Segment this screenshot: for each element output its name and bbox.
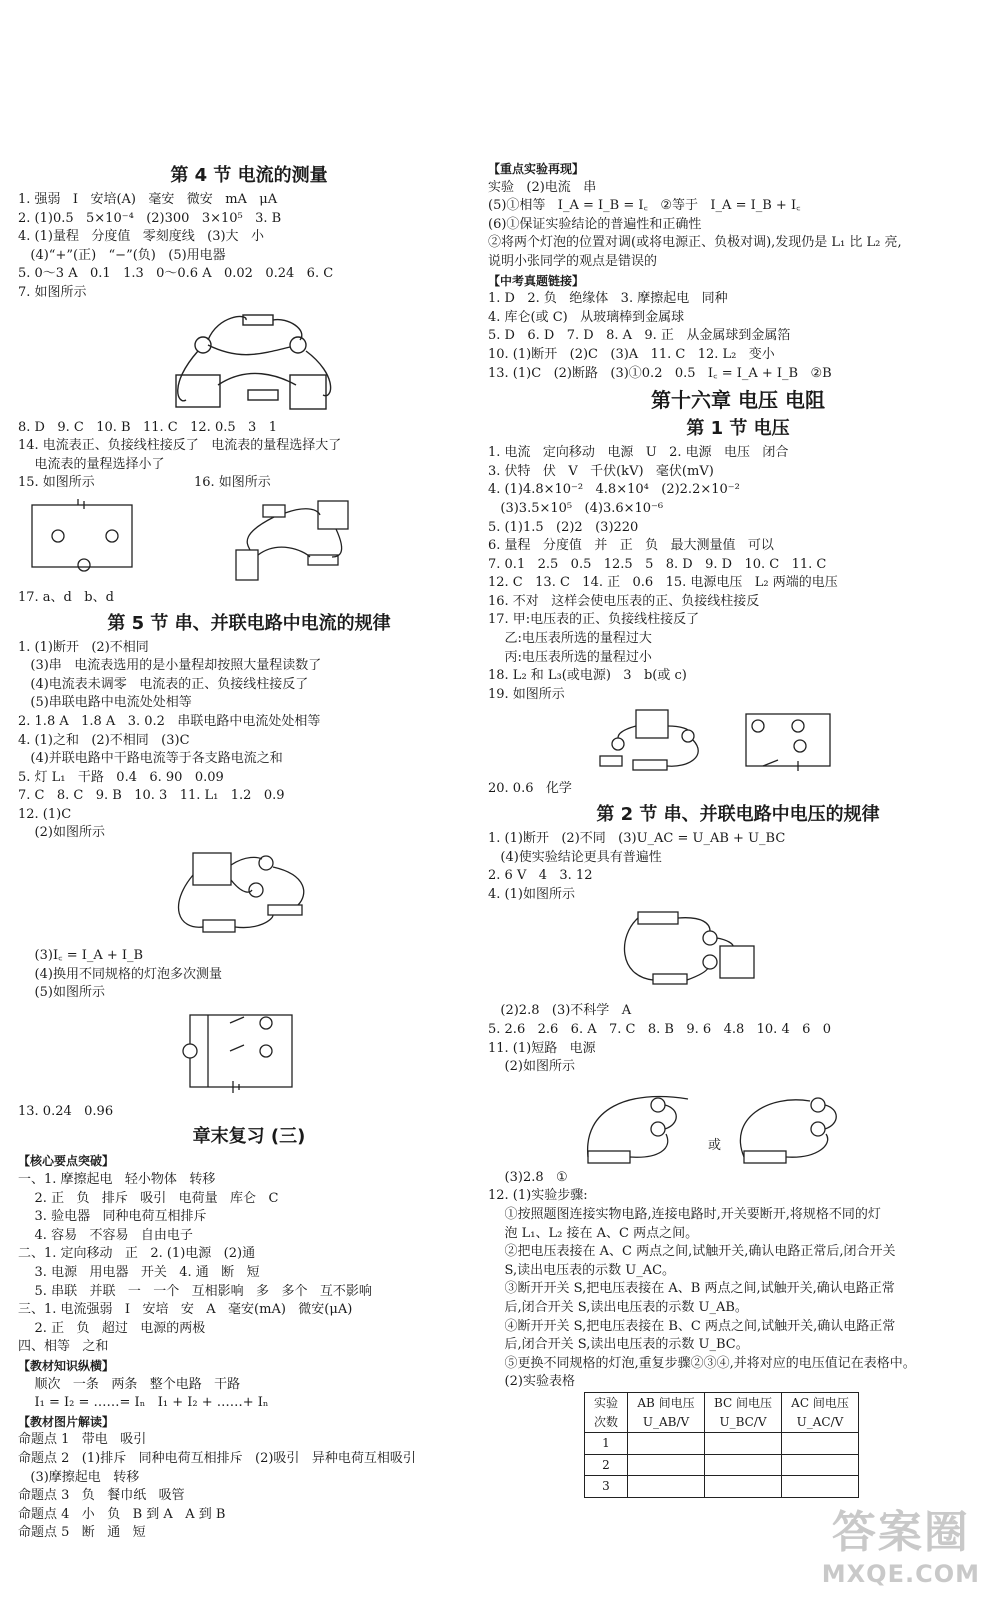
table-header-row [585, 1392, 859, 1432]
answer-line: 14. 电流表正、负接线柱接反了 电流表的量程选择大了 [18, 438, 342, 454]
answer-line: (6)①保证实验结论的普遍性和正确性 [488, 216, 702, 232]
answer-line: 12. (1)C [18, 806, 72, 822]
circuit-figure-q11-a [488, 1079, 988, 1171]
answer-line: 7. 0.1 2.5 0.5 12.5 5 8. D 9. D 10. C 11. C [488, 556, 827, 572]
answer-line: 二、1. 定向移动 正 2. (1)电源 (2)通 [18, 1246, 256, 1262]
answer-line: 11. (1)短路 电源 [488, 1040, 596, 1056]
answer-line: (4)使实验结论更具有普遍性 [488, 849, 662, 865]
answer-line: ⑤更换不同规格的灯泡,重复步骤②③④,并将对应的电压值记在表格中。 [488, 1355, 916, 1371]
answer-line: 四、相等 之和 [18, 1339, 109, 1355]
answer-line: (2)如图所示 [18, 825, 105, 841]
watermark-logo-text: 答案圈 [831, 1507, 970, 1558]
section-tag-exam: 【中考真题链接】 [488, 273, 585, 288]
answer-line: 18. L₂ 和 L₃(或电源) 3 b(或 c) [488, 668, 687, 684]
answer-line: 1. D 2. 负 绝缘体 3. 摩擦起电 同种 [488, 291, 728, 307]
section-4-title: 第 4 节 电流的测量 [170, 165, 328, 186]
or-label: 或 [708, 1137, 722, 1153]
answer-line: 电流表的量程选择小了 [18, 456, 165, 472]
watermark [822, 1496, 980, 1588]
table-row [585, 1454, 859, 1476]
answer-line: 12. (1)实验步骤: [488, 1188, 588, 1204]
circuit-figure-q12-2 [18, 845, 480, 945]
answer-line: 4. 容易 不容易 自由电子 [18, 1227, 193, 1243]
left-column [18, 160, 480, 1543]
answer-line: 泡 L₁、L₂ 接在 A、C 两点之间。 [488, 1225, 699, 1241]
answer-line: ④断开开关 S,把电压表接在 B、C 两点之间,试触开关,确认电路正常 [488, 1318, 896, 1334]
answer-line: ①按照题图连接实物电路,连接电路时,开关要断开,将规格不同的灯 [488, 1206, 881, 1222]
answer-line: 3. 电源 用电器 开关 4. 通 断 短 [18, 1265, 260, 1280]
table-cell [705, 1433, 782, 1455]
answer-line: 5. 灯 L₁ 干路 0.4 6. 90 0.09 [18, 769, 224, 785]
answer-line: 说明小张同学的观点是错误的 [488, 253, 658, 269]
table-header: BC 间电压 U_BC/V [705, 1392, 782, 1432]
answer-line: 7. 如图所示 [18, 284, 87, 300]
watermark-url: MXQE.COM [821, 1560, 980, 1588]
answer-line: (5)①相等 I_A = I_B = I꜀ ②等于 I_A = I_B + I꜀ [488, 198, 801, 214]
answer-line: (2)如图所示 [488, 1059, 575, 1075]
section-tag-experiment: 【重点实验再现】 [488, 162, 585, 176]
table-header: AB 间电压 U_AB/V [628, 1392, 705, 1432]
answer-line: 命题点 2 (1)排斥 同种电荷互相排斥 (2)吸引 异种电荷互相吸引 [18, 1450, 416, 1466]
answer-line: 16. 不对 这样会使电压表的正、负接线柱接反 [488, 593, 760, 609]
section-2-title: 第 2 节 串、并联电路中电压的规律 [596, 804, 880, 826]
answer-line: ②将两个灯泡的位置对调(或将电源正、负极对调),发现仍是 L₁ 比 L₂ 亮, [488, 235, 902, 251]
table-header: AC 间电压 U_AC/V [782, 1392, 859, 1432]
answer-line: (5)串联电路中电流处处相等 [18, 695, 192, 711]
answer-line: 12. C 13. C 14. 正 0.6 15. 电源电压 L₂ 两端的电压 [488, 575, 838, 591]
section-tag-knowledge: 【教材知识纵横】 [18, 1358, 115, 1373]
chapter-16-title: 第十六章 电压 电阻 [651, 388, 825, 413]
answer-line: 10. (1)断开 (2)C (3)A 11. C 12. L₂ 变小 [488, 346, 775, 362]
table-row [585, 1433, 859, 1455]
answer-line: ③断开开关 S,把电压表接在 A、B 两点之间,试触开关,确认电路正常 [488, 1281, 895, 1297]
answer-line: 后,闭合开关 S,读出电压表的示数 U_AB。 [488, 1299, 748, 1315]
circuit-figure-q12-5 [18, 1005, 480, 1101]
answer-line: 5. 2.6 2.6 6. A 7. C 8. B 9. 6 4.8 10. 4 6 0 [488, 1022, 832, 1037]
experiment-table [584, 1392, 859, 1498]
answer-line: (4)“+”(正) “−”(负) (5)用电器 [18, 247, 226, 263]
section-5-title: 第 5 节 串、并联电路中电流的规律 [107, 612, 391, 634]
section-tag-core: 【核心要点突破】 [18, 1154, 115, 1169]
answer-line: 6. 量程 分度值 并 正 负 最大测量值 可以 [488, 538, 774, 554]
answer-line: 8. D 9. C 10. B 11. C 12. 0.5 3 1 [18, 419, 277, 435]
answer-line: 2. 正 负 超过 电源的两极 [18, 1320, 206, 1336]
table-row [585, 1476, 859, 1498]
answer-line: 4. (1)如图所示 [488, 886, 575, 902]
answer-line: 1. 强弱 I 安培(A) 毫安 微安 mA μA [18, 192, 278, 207]
answer-line: 1. 电流 定向移动 电源 U 2. 电源 电压 闭合 [488, 445, 789, 461]
answer-line: 2. (1)0.5 5×10⁻⁴ (2)300 3×10⁵ 3. B [18, 210, 282, 226]
answer-line: (3)串 电流表选用的是小量程却按照大量程读数了 [18, 658, 322, 674]
answer-line: 2. 6 V 4 3. 12 [488, 868, 593, 884]
circuit-figures-q11 [488, 1077, 988, 1169]
answer-line: 1. (1)断开 (2)不相同 [18, 639, 149, 655]
answer-line: 4. (1)量程 分度值 零刻度线 (3)大 小 [18, 229, 264, 245]
table-cell [782, 1476, 859, 1498]
table-cell: 3 [585, 1476, 628, 1498]
answer-line: I₁ = I₂ = ……= Iₙ I₁ + I₂ + ……+ Iₙ [18, 1395, 269, 1411]
answer-line: 实验 (2)电流 串 [488, 179, 597, 195]
answer-line: 命题点 1 带电 吸引 [18, 1432, 147, 1448]
answer-line: 3. 验电器 同种电荷互相排斥 [18, 1209, 207, 1225]
answer-line: 5. D 6. D 7. D 8. A 9. 正 从金属球到金属箔 [488, 328, 791, 344]
answer-line: S,读出电压表的示数 U_AC。 [488, 1262, 676, 1278]
chapter-review-title: 章末复习 (三) [192, 1126, 306, 1148]
table-cell [628, 1476, 705, 1498]
table-header: 实验 次数 [585, 1392, 628, 1432]
answer-line: 13. (1)C (2)断路 (3)①0.2 0.5 I꜀ = I_A + I_B ②B [488, 365, 832, 381]
table-cell [782, 1454, 859, 1476]
answer-line: 17. 甲:电压表的正、负接线柱接反了 [488, 612, 700, 628]
answer-line: 5. 0～3 A 0.1 1.3 0～0.6 A 0.02 0.24 6. C [18, 266, 334, 282]
answer-line: 13. 0.24 0.96 [18, 1103, 114, 1119]
answer-line: 顺次 一条 两条 整个电路 干路 [18, 1376, 241, 1392]
answer-line: 4. 库仑(或 C) 从玻璃棒到金属球 [488, 309, 685, 325]
answer-line: (4)换用不同规格的灯泡多次测量 [18, 966, 222, 982]
answer-line: 三、1. 电流强弱 I 安培 安 A 毫安(mA) 微安(μA) [18, 1302, 353, 1318]
answer-line: (5)如图所示 [18, 985, 105, 1001]
answer-line: 乙:电压表所选的量程过大 [488, 631, 652, 647]
table-cell [782, 1433, 859, 1455]
answer-line: (4)并联电路中干路电流等于各支路电流之和 [18, 751, 283, 767]
circuit-figure-q7 [18, 305, 480, 417]
answer-line: 15. 如图所示 16. 如图所示 [18, 475, 271, 491]
answer-line: (3)I꜀ = I_A + I_B [18, 948, 144, 964]
answer-line: 命题点 5 断 通 短 [18, 1525, 146, 1541]
answer-line: 17. a、d b、d [18, 589, 114, 605]
section-1-title: 第 1 节 电压 [686, 418, 790, 440]
answer-line: 4. (1)之和 (2)不相同 (3)C [18, 732, 190, 748]
circuit-figure-q19 [488, 706, 988, 778]
circuit-figure-sec2-q4 [488, 906, 988, 1000]
table-cell [628, 1433, 705, 1455]
circuit-figures-q15-q16 [18, 495, 480, 587]
table-cell: 1 [585, 1433, 628, 1455]
answer-line: ②把电压表接在 A、C 两点之间,试触开关,确认电路正常后,闭合开关 [488, 1244, 896, 1260]
answer-line: 4. (1)4.8×10⁻² 4.8×10⁴ (2)2.2×10⁻² [488, 482, 740, 498]
answer-line: 7. C 8. C 9. B 10. 3 11. L₁ 1.2 0.9 [18, 788, 285, 804]
answer-line: (4)电流表未调零 电流表的正、负接线柱接反了 [18, 676, 309, 692]
answer-line: 5. (1)1.5 (2)2 (3)220 [488, 519, 639, 535]
answer-line: 命题点 3 负 餐巾纸 吸管 [18, 1488, 185, 1504]
answer-line: 2. 正 负 排斥 吸引 电荷量 库仑 C [18, 1190, 279, 1206]
answer-line: 1. (1)断开 (2)不同 (3)U_AC = U_AB + U_BC [488, 831, 786, 847]
right-column [488, 160, 988, 1498]
table-cell [705, 1476, 782, 1498]
answer-line: (2)实验表格 [488, 1374, 575, 1390]
answer-line: 后,闭合开关 S,读出电压表的示数 U_BC。 [488, 1337, 749, 1353]
answer-line: 3. 伏特 伏 V 千伏(kV) 毫伏(mV) [488, 463, 714, 479]
answer-line: 一、1. 摩擦起电 轻小物体 转移 [18, 1172, 216, 1188]
answer-line: (3)摩擦起电 转移 [18, 1469, 140, 1485]
answer-line: 命题点 4 小 负 B 到 A A 到 B [18, 1506, 226, 1522]
answer-line: 5. 串联 并联 一 一个 互相影响 多 多个 互不影响 [18, 1283, 372, 1299]
section-4-answers [18, 191, 480, 303]
table-cell: 2 [585, 1454, 628, 1476]
answer-line: 丙:电压表所选的量程过小 [488, 649, 652, 665]
answer-line: (2)2.8 (3)不科学 A [488, 1003, 632, 1019]
answer-line: 19. 如图所示 [488, 686, 565, 702]
answer-line: 20. 0.6 化学 [488, 781, 572, 797]
section-tag-pictures: 【教材图片解读】 [18, 1414, 115, 1429]
table-cell [628, 1454, 705, 1476]
answer-line: (3)2.8 ① [488, 1169, 568, 1185]
answer-line: (3)3.5×10⁵ (4)3.6×10⁻⁶ [488, 500, 664, 516]
table-cell [705, 1454, 782, 1476]
answer-line: 2. 1.8 A 1.8 A 3. 0.2 串联电路中电流处处相等 [18, 713, 321, 729]
